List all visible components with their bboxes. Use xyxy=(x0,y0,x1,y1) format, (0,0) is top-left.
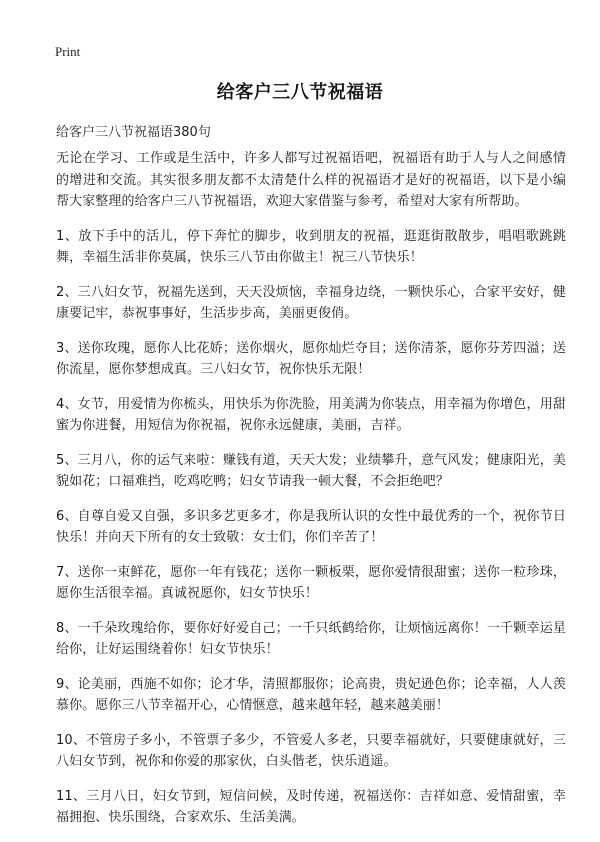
print-label: Print xyxy=(55,44,81,59)
list-item: 3、送你玫瑰，愿你人比花娇；送你烟火，愿你灿烂夺目；送你清茶，愿你芬芳四溢；送你流星，愿你梦想成真。三八妇女节，祝你快乐无限！ xyxy=(56,340,566,377)
list-item: 8、一千朵玫瑰给你，要你好好爱自己；一千只纸鹤给你，让烦恼远离你！一千颗幸运星给你，让好运围绕着你！妇女节快乐！ xyxy=(56,620,566,657)
document-body xyxy=(56,148,566,842)
list-item: 1、放下手中的活儿，停下奔忙的脚步，收到朋友的祝福，逛逛街散散步，唱唱歌跳跳舞，幸福生活非你莫属，快乐三八节由你做主！祝三八节快乐！ xyxy=(56,228,566,265)
list-item: 9、论美丽，西施不如你；论才华，清照都服你；论高贵，贵妃逊色你；论幸福，人人羡慕你。愿你三八节幸福开心，心情惬意，越来越年轻，越来越美丽！ xyxy=(56,676,566,713)
list-item: 11、三月八日，妇女节到，短信问候，及时传递，祝福送你：吉祥如意、爱情甜蜜，幸福拥抱、快乐围绕，合家欢乐、生活美满。 xyxy=(56,788,566,825)
list-item: 2、三八妇女节，祝福先送到，天天没烦恼，幸福身边绕，一颗快乐心，合家平安好，健康要记牢，恭祝事事好，生活步步高，美丽更俊俏。 xyxy=(56,284,566,321)
list-item: 6、自尊自爱又自强，多识多艺更多才，你是我所认识的女性中最优秀的一个，祝你节日快乐！并向天下所有的女士致敬：女士们，你们辛苦了！ xyxy=(56,508,566,545)
document-subtitle: 给客户三八节祝福语380句 xyxy=(56,125,211,140)
page-title: 给客户三八节祝福语 xyxy=(216,82,384,103)
list-item: 4、女节，用爱情为你梳头，用快乐为你洗脸，用美满为你装点，用幸福为你增色，用甜蜜为你进餐，用短信为你祝福，祝你永远健康，美丽，吉祥。 xyxy=(56,396,566,433)
list-item: 7、送你一束鲜花，愿你一年有钱花；送你一颗板栗，愿你爱情很甜蜜；送你一粒珍珠，愿你生活很幸福。真诚祝愿你，妇女节快乐！ xyxy=(56,564,566,601)
list-item: 10、不管房子多小，不管票子多少，不管爱人多老，只要幸福就好，只要健康就好，三八妇女节到，祝你和你爱的那家伙，白头偕老，快乐逍遥。 xyxy=(56,732,566,769)
intro-paragraph: 无论在学习、工作或是生活中，许多人都写过祝福语吧，祝福语有助于人与人之间感情的增进和交流。其实很多朋友都不太清楚什么样的祝福语才是好的祝福语，以下是小编帮大家整理的给客户三八节祝福语，欢迎大家借鉴与参考，希望对大家有所帮助。 xyxy=(56,151,566,209)
list-item: 5、三月八，你的运气来啦：赚钱有道，天天大发；业绩攀升，意气风发；健康阳光，美貌如花；口福难挡，吃鸡吃鸭；妇女节请我一顿大餐，不会拒绝吧？ xyxy=(56,452,566,489)
